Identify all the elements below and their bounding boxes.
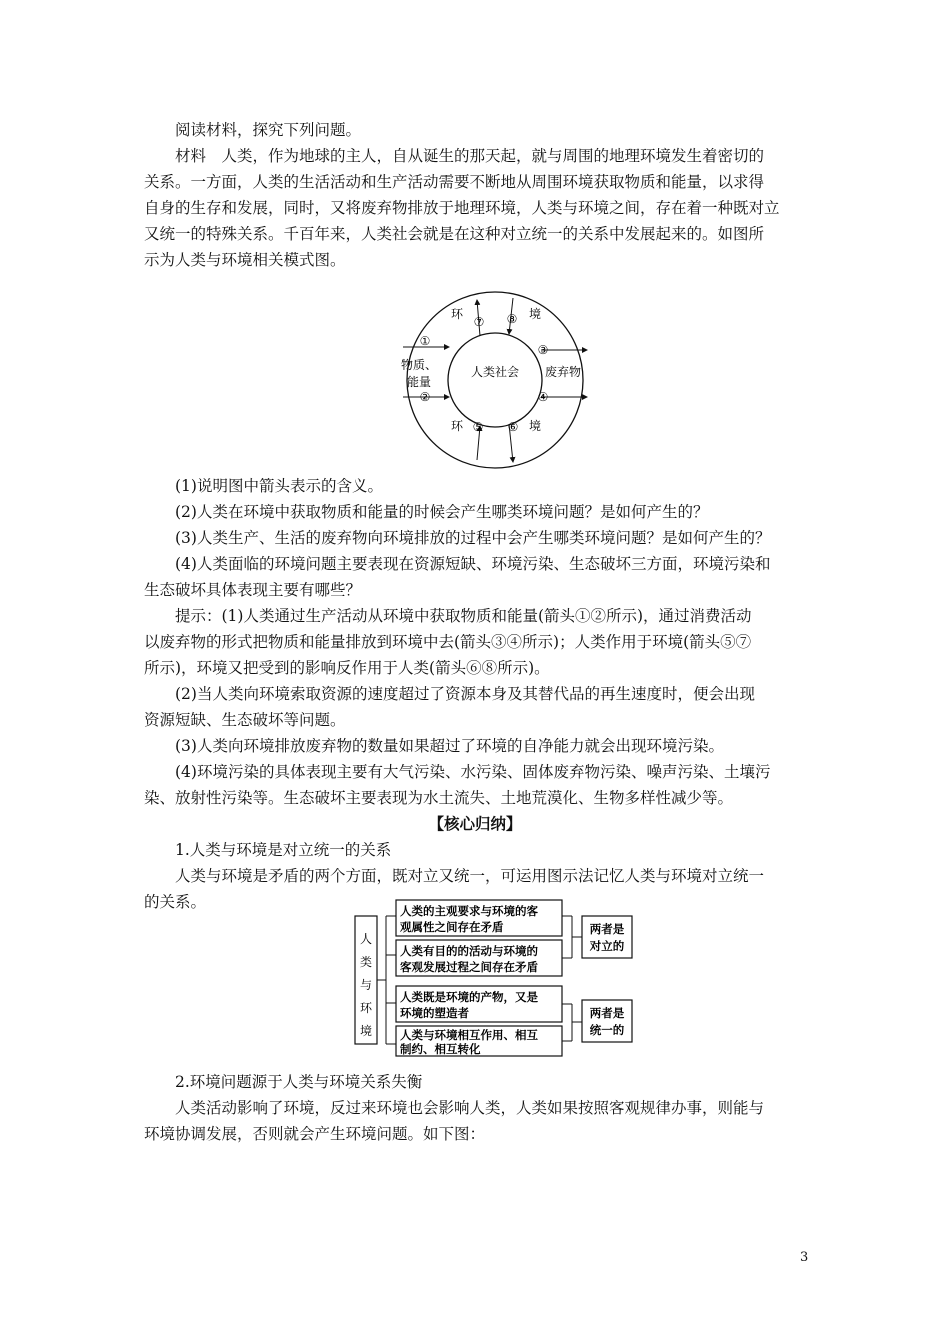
inner-circle [448, 333, 542, 427]
result-text: 统一的 [589, 1023, 625, 1037]
material-line: 关系。一方面，人类的生活活动和生产活动需要不断地从周围环境获取物质和能量，以求得 [144, 173, 765, 191]
material-line: 材料 人类，作为地球的主人，自从诞生的那天起，就与周围的地理环境发生着密切的 [175, 147, 765, 165]
num-7: ⑦ [473, 315, 485, 329]
right-label: 废弃物 [544, 365, 582, 379]
human-environment-circle-diagram [395, 290, 595, 470]
answer-line: (2)当人类向环境索取资源的速度超过了资源本身及其替代品的再生速度时，便会出现 [175, 685, 755, 703]
left-char: 环 [359, 1001, 373, 1015]
num-5: ⑤ [472, 420, 484, 434]
item-text: 制约、相互转化 [400, 1042, 481, 1056]
question-1: (1)说明图中箭头表示的含义。 [175, 477, 383, 495]
answer-line: 提示：(1)人类通过生产活动从环境中获取物质和能量(箭头①②所示)，通过消费活动 [175, 607, 752, 625]
left-char: 人 [359, 932, 373, 946]
result-text: 两者是 [589, 1006, 625, 1020]
question-2: (2)人类在环境中获取物质和能量的时候会产生哪类环境问题？是如何产生的？ [175, 503, 709, 521]
env-top-right: 境 [528, 307, 542, 321]
outer-circle [407, 292, 583, 468]
num-3: ③ [537, 343, 549, 357]
point2-text: 人类活动影响了环境，反过来环境也会影响人类，人类如果按照客观规律办事，则能与 [175, 1099, 765, 1117]
answer-line: 资源短缺、生态破坏等问题。 [144, 711, 346, 729]
answer-line: (4)环境污染的具体表现主要有大气污染、水污染、固体废弃物污染、噪声污染、土壤污 [175, 763, 771, 781]
left-char: 境 [359, 1024, 373, 1038]
left-char: 与 [359, 978, 373, 992]
answer-line: (3)人类向环境排放废弃物的数量如果超过了环境的自净能力就会出现环境污染。 [175, 737, 724, 755]
section-title: 【核心归纳】 [428, 814, 522, 833]
material-line: 又统一的特殊关系。千百年来，人类社会就是在这种对立统一的关系中发展起来的。如图所 [144, 225, 765, 243]
env-top-left: 环 [450, 307, 464, 321]
result-text: 对立的 [589, 939, 625, 953]
item-text: 人类与环境相互作用、相互 [400, 1028, 538, 1042]
num-6: ⑥ [507, 420, 519, 434]
point1-text: 人类与环境是矛盾的两个方面，既对立又统一，可运用图示法记忆人类与环境对立统一 [175, 867, 765, 885]
point2-title: 2.环境问题源于人类与环境关系失衡 [175, 1073, 423, 1091]
item-text: 客观发展过程之间存在矛盾 [400, 960, 538, 974]
left-label-2: 能量 [406, 375, 432, 389]
num-4: ④ [537, 390, 549, 404]
center-label: 人类社会 [470, 365, 520, 379]
left-label-1: 物质、 [400, 358, 438, 372]
answer-line: 以废弃物的形式把物质和能量排放到环境中去(箭头③④所示)；人类作用于环境(箭头⑤⑦ [144, 633, 752, 651]
material-line: 自身的生存和发展，同时，又将废弃物排放于地理环境，人类与环境之间，存在着一种既对立 [144, 199, 780, 217]
env-bottom-right: 境 [528, 419, 542, 433]
item-text: 人类既是环境的产物，又是 [400, 990, 538, 1004]
num-1: ① [419, 334, 431, 348]
result-text: 两者是 [589, 922, 625, 936]
answer-line: 染、放射性污染等。生态破坏主要表现为水土流失、土地荒漠化、生物多样性减少等。 [144, 789, 734, 807]
point1-title: 1.人类与环境是对立统一的关系 [175, 841, 392, 859]
item-text: 人类的主观要求与环境的客 [400, 904, 538, 918]
item-text: 环境的塑造者 [400, 1006, 469, 1020]
left-char: 类 [359, 955, 373, 969]
item-text: 观属性之间存在矛盾 [400, 920, 504, 934]
num-2: ② [419, 390, 431, 404]
intro-text: 阅读材料，探究下列问题。 [175, 121, 362, 139]
point2-text: 环境协调发展，否则就会产生环境问题。如下图： [144, 1125, 486, 1143]
page-number: 3 [800, 1250, 809, 1265]
item-text: 人类有目的的活动与环境的 [400, 944, 538, 958]
num-8: ⑧ [506, 312, 518, 326]
question-4-cont: 生态破坏具体表现主要有哪些？ [144, 581, 362, 599]
material-line: 示为人类与环境相关模式图。 [144, 251, 346, 269]
question-3: (3)人类生产、生活的废弃物向环境排放的过程中会产生哪类环境问题？是如何产生的？ [175, 529, 771, 547]
question-4: (4)人类面临的环境问题主要表现在资源短缺、环境污染、生态破坏三方面，环境污染和 [175, 555, 771, 573]
opposition-unity-box-diagram [350, 896, 640, 1058]
env-bottom-left: 环 [450, 419, 464, 433]
answer-line: 所示)，环境又把受到的影响反作用于人类(箭头⑥⑧所示)。 [144, 659, 550, 677]
point1-text: 的关系。 [144, 893, 207, 911]
